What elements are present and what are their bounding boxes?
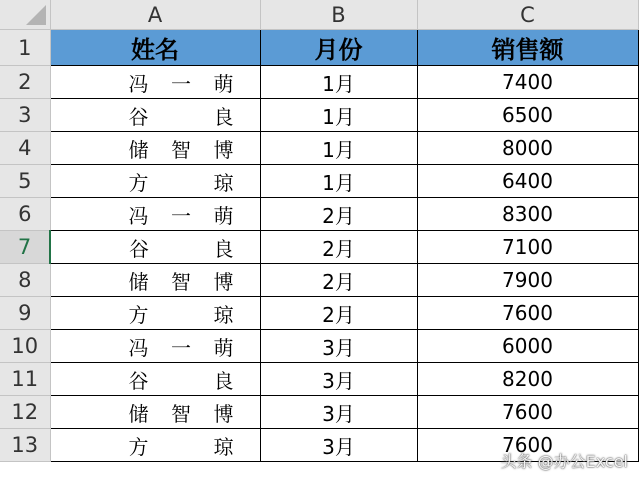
header-cell-sales[interactable]: 销售额 [417, 30, 638, 66]
cell-month[interactable]: 2月 [260, 264, 417, 297]
name-character: 良 [213, 236, 234, 261]
cell-month[interactable]: 3月 [260, 363, 417, 396]
name-characters [51, 332, 260, 361]
cell-month[interactable]: 2月 [260, 297, 417, 330]
row-number[interactable]: 10 [0, 330, 50, 363]
name-character: 琼 [213, 302, 234, 327]
cell-month[interactable]: 3月 [260, 330, 417, 363]
name-character [171, 365, 191, 394]
cell-sales[interactable]: 8000 [417, 132, 638, 165]
row-number[interactable]: 11 [0, 363, 50, 396]
name-characters [51, 101, 260, 130]
table-row [0, 132, 638, 165]
column-header-a[interactable]: A [50, 0, 260, 30]
cell-name[interactable] [50, 363, 260, 396]
name-character: 良 [213, 368, 234, 393]
name-character: 谷 [128, 368, 149, 393]
cell-sales[interactable]: 6500 [417, 99, 638, 132]
cell-name[interactable] [50, 429, 260, 462]
table-row [0, 396, 638, 429]
name-characters [51, 365, 260, 394]
table-row [0, 264, 638, 297]
name-characters [51, 431, 260, 460]
header-cell-month[interactable]: 月份 [260, 30, 417, 66]
table-row [0, 165, 638, 198]
table-row [0, 99, 638, 132]
row-number[interactable]: 4 [0, 132, 50, 165]
name-character: 储 [128, 137, 149, 162]
cell-name[interactable] [50, 330, 260, 363]
name-characters [51, 299, 260, 328]
cell-name[interactable] [50, 165, 260, 198]
cell-name[interactable] [50, 264, 260, 297]
row-number[interactable]: 13 [0, 429, 50, 462]
name-character [171, 101, 191, 130]
cell-sales[interactable]: 7600 [417, 396, 638, 429]
name-character: 博 [213, 269, 234, 294]
name-character [171, 431, 191, 460]
cell-sales[interactable]: 7900 [417, 264, 638, 297]
name-character: 琼 [213, 170, 234, 195]
name-character: 萌 [213, 203, 234, 228]
name-character: 一 [171, 203, 191, 228]
cell-name[interactable] [50, 66, 260, 99]
cell-name[interactable] [50, 297, 260, 330]
row-number[interactable]: 9 [0, 297, 50, 330]
name-character: 博 [213, 401, 234, 426]
watermark: 头条 @办公Excel [500, 452, 628, 471]
cell-name[interactable] [50, 396, 260, 429]
name-character: 良 [213, 104, 234, 129]
row-number[interactable]: 2 [0, 66, 50, 99]
name-characters [51, 134, 260, 163]
name-character: 方 [128, 170, 149, 195]
name-character: 方 [128, 302, 149, 327]
cell-month[interactable]: 1月 [260, 132, 417, 165]
name-character: 萌 [213, 71, 234, 96]
cell-sales[interactable]: 7600 [417, 297, 638, 330]
name-character: 冯 [128, 71, 149, 96]
name-character: 智 [171, 401, 191, 426]
header-cell-name[interactable]: 姓名 [50, 30, 260, 66]
cell-month[interactable]: 3月 [260, 396, 417, 429]
table-row [0, 330, 638, 363]
cell-sales[interactable]: 8300 [417, 198, 638, 231]
cell-name[interactable] [50, 231, 260, 264]
row-number[interactable]: 12 [0, 396, 50, 429]
name-character: 谷 [129, 236, 149, 261]
cell-month[interactable]: 1月 [260, 165, 417, 198]
name-characters [51, 200, 260, 229]
name-characters [51, 167, 260, 196]
cell-sales[interactable]: 6000 [417, 330, 638, 363]
cell-sales[interactable]: 7600 [417, 429, 638, 462]
row-number[interactable]: 3 [0, 99, 50, 132]
cell-month[interactable]: 2月 [260, 231, 417, 264]
row-number[interactable]: 7 [0, 231, 50, 264]
name-character: 博 [213, 137, 234, 162]
row-number[interactable]: 1 [0, 30, 50, 66]
name-characters [51, 233, 260, 262]
table-row [0, 198, 638, 231]
name-character: 储 [128, 269, 149, 294]
name-character: 萌 [213, 335, 234, 360]
name-character: 方 [128, 434, 149, 459]
table-row [0, 297, 638, 330]
column-header-b[interactable]: B [260, 0, 417, 30]
cell-month[interactable]: 3月 [260, 429, 417, 462]
name-character: 一 [171, 335, 191, 360]
table-header-row [0, 30, 638, 66]
column-header-c[interactable]: C [417, 0, 638, 30]
name-character: 谷 [128, 104, 149, 129]
row-number[interactable]: 5 [0, 165, 50, 198]
table-row [0, 66, 638, 99]
name-characters [51, 398, 260, 427]
name-character: 智 [171, 137, 191, 162]
row-number[interactable]: 6 [0, 198, 50, 231]
cell-name[interactable] [50, 99, 260, 132]
cell-month[interactable]: 2月 [260, 198, 417, 231]
table-row [0, 231, 638, 264]
select-all-triangle-icon [26, 5, 46, 25]
cell-month[interactable]: 1月 [260, 99, 417, 132]
table-row [0, 363, 638, 396]
cell-name[interactable] [50, 132, 260, 165]
cell-sales[interactable]: 7400 [417, 66, 638, 99]
name-characters [51, 266, 260, 295]
cell-sales[interactable]: 6400 [417, 165, 638, 198]
column-header-row [0, 0, 638, 30]
name-character [171, 233, 191, 262]
cell-sales[interactable]: 7100 [417, 231, 638, 264]
select-all-corner[interactable] [0, 0, 50, 30]
name-character: 智 [171, 269, 191, 294]
cell-name[interactable] [50, 198, 260, 231]
name-character: 冯 [128, 335, 149, 360]
row-number[interactable]: 8 [0, 264, 50, 297]
name-character: 冯 [128, 203, 149, 228]
cell-sales[interactable]: 8200 [417, 363, 638, 396]
name-character: 储 [128, 401, 149, 426]
name-character: 琼 [213, 434, 234, 459]
name-character [171, 299, 191, 328]
name-character: 一 [171, 71, 191, 96]
cell-month[interactable]: 1月 [260, 66, 417, 99]
name-characters [51, 68, 260, 97]
name-character [171, 167, 191, 196]
